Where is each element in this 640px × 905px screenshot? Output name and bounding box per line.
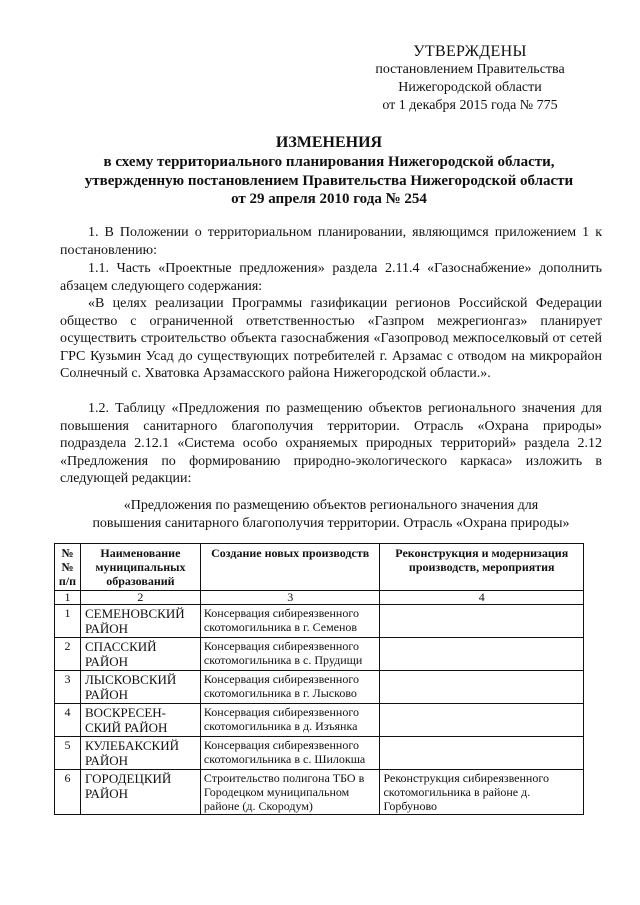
row-num: 6 <box>55 770 81 815</box>
table-row <box>55 671 584 704</box>
table-header-row <box>55 544 584 591</box>
table-caption-line-1: «Предложения по размещению объектов регионального значения для <box>123 498 539 513</box>
row-num: 2 <box>55 638 81 671</box>
table-row <box>55 638 584 671</box>
row-reconstruction <box>380 638 584 671</box>
column-number-row <box>55 591 584 605</box>
approval-stamp <box>330 42 610 115</box>
row-num: 4 <box>55 704 81 737</box>
header-municipality: Наименование муниципальных образований <box>80 544 200 591</box>
objects-table <box>54 543 584 815</box>
row-new-production: Консервация сибиреязвенного скотомогильника в с. Прудищи <box>200 638 380 671</box>
table-row <box>55 605 584 638</box>
paragraph-1-2: 1.2. Таблицу «Предложения по размещению объектов регионального значения для повышения санитарного благополучия территории. Отрасль «Охрана природы» подраздела 2.12.1 «Система особо охраняемых природных территорий» раздела 2.12 «Предложения по формированию природно-экологического каркаса» изложить в следующей редакции: <box>60 401 602 486</box>
header-num: № № п/п <box>55 544 81 591</box>
paragraph-quote: «В целях реализации Программы газификации регионов Российской Федерации общество с ограниченной ответственностью «Газпром межрегионгаз» планирует осуществить строительство объекта газоснабжения «Газопровод межпоселковый от сетей ГРС Кузьмин Усад до существующих потребителей г. Арзамас с отводом на микрорайон Солнечный с. Хватовка Арзамасского района Нижегородской области.». <box>60 296 602 381</box>
row-reconstruction <box>380 737 584 770</box>
table-caption-line-2: повышения санитарного благополучия территории. Отрасль «Охрана природы» <box>92 516 570 531</box>
title-line-2: в схему территориального планирования Нижегородской области, <box>103 154 555 170</box>
row-num: 1 <box>55 605 81 638</box>
column-number: 4 <box>380 591 584 605</box>
paragraph-1: 1. В Положении о территориальном планировании, являющимся приложением 1 к постановлению: <box>60 225 602 258</box>
row-new-production: Консервация сибиреязвенного скотомогильника в г. Лысково <box>200 671 380 704</box>
approval-heading: УТВЕРЖДЕНЫ <box>413 43 527 60</box>
row-reconstruction: Реконструкция сибиреязвенного скотомогильника в районе д. Горбуново <box>380 770 584 815</box>
column-number: 2 <box>80 591 200 605</box>
header-reconstruction: Реконструкция и модернизация производств, мероприятия <box>380 544 584 591</box>
approval-line-1: постановлением Правительства <box>375 62 565 77</box>
column-number: 1 <box>55 591 81 605</box>
approval-line-2: Нижегородской области <box>398 80 542 95</box>
row-num: 3 <box>55 671 81 704</box>
table-row <box>55 737 584 770</box>
table-caption <box>60 497 602 533</box>
row-reconstruction <box>380 671 584 704</box>
row-municipality: СЕМЕНОВСКИЙ РАЙОН <box>80 605 200 638</box>
row-municipality: ЛЫСКОВСКИЙ РАЙОН <box>80 671 200 704</box>
row-municipality: ГОРОДЕЦКИЙ РАЙОН <box>80 770 200 815</box>
row-new-production: Консервация сибиреязвенного скотомогильника в г. Семенов <box>200 605 380 638</box>
table-row <box>55 704 584 737</box>
title-line-3: утвержденную постановлением Правительства Нижегородской области <box>84 172 574 189</box>
title-line-1: ИЗМЕНЕНИЯ <box>275 134 383 151</box>
header-new-production: Создание новых производств <box>200 544 380 591</box>
row-reconstruction <box>380 605 584 638</box>
table-row <box>55 770 584 815</box>
row-new-production: Консервация сибиреязвенного скотомогильника в с. Шилокша <box>200 737 380 770</box>
column-number: 3 <box>200 591 380 605</box>
approval-line-3: от 1 декабря 2015 года № 775 <box>382 98 558 113</box>
row-municipality: КУЛЕБАКСКИЙ РАЙОН <box>80 737 200 770</box>
row-municipality: СПАССКИЙ РАЙОН <box>80 638 200 671</box>
row-num: 5 <box>55 737 81 770</box>
row-municipality: ВОСКРЕСЕН-СКИЙ РАЙОН <box>80 704 200 737</box>
row-new-production: Строительство полигона ТБО в Городецком муниципальном районе (д. Скородум) <box>200 770 380 815</box>
document-title <box>40 133 618 209</box>
row-reconstruction <box>380 704 584 737</box>
title-line-4: от 29 апреля 2010 года № 254 <box>231 191 427 207</box>
row-new-production: Консервация сибиреязвенного скотомогильника в д. Изъянка <box>200 704 380 737</box>
paragraph-1-1: 1.1. Часть «Проектные предложения» раздела 2.11.4 «Газоснабжение» дополнить абзацем следующего содержания: <box>60 261 602 294</box>
